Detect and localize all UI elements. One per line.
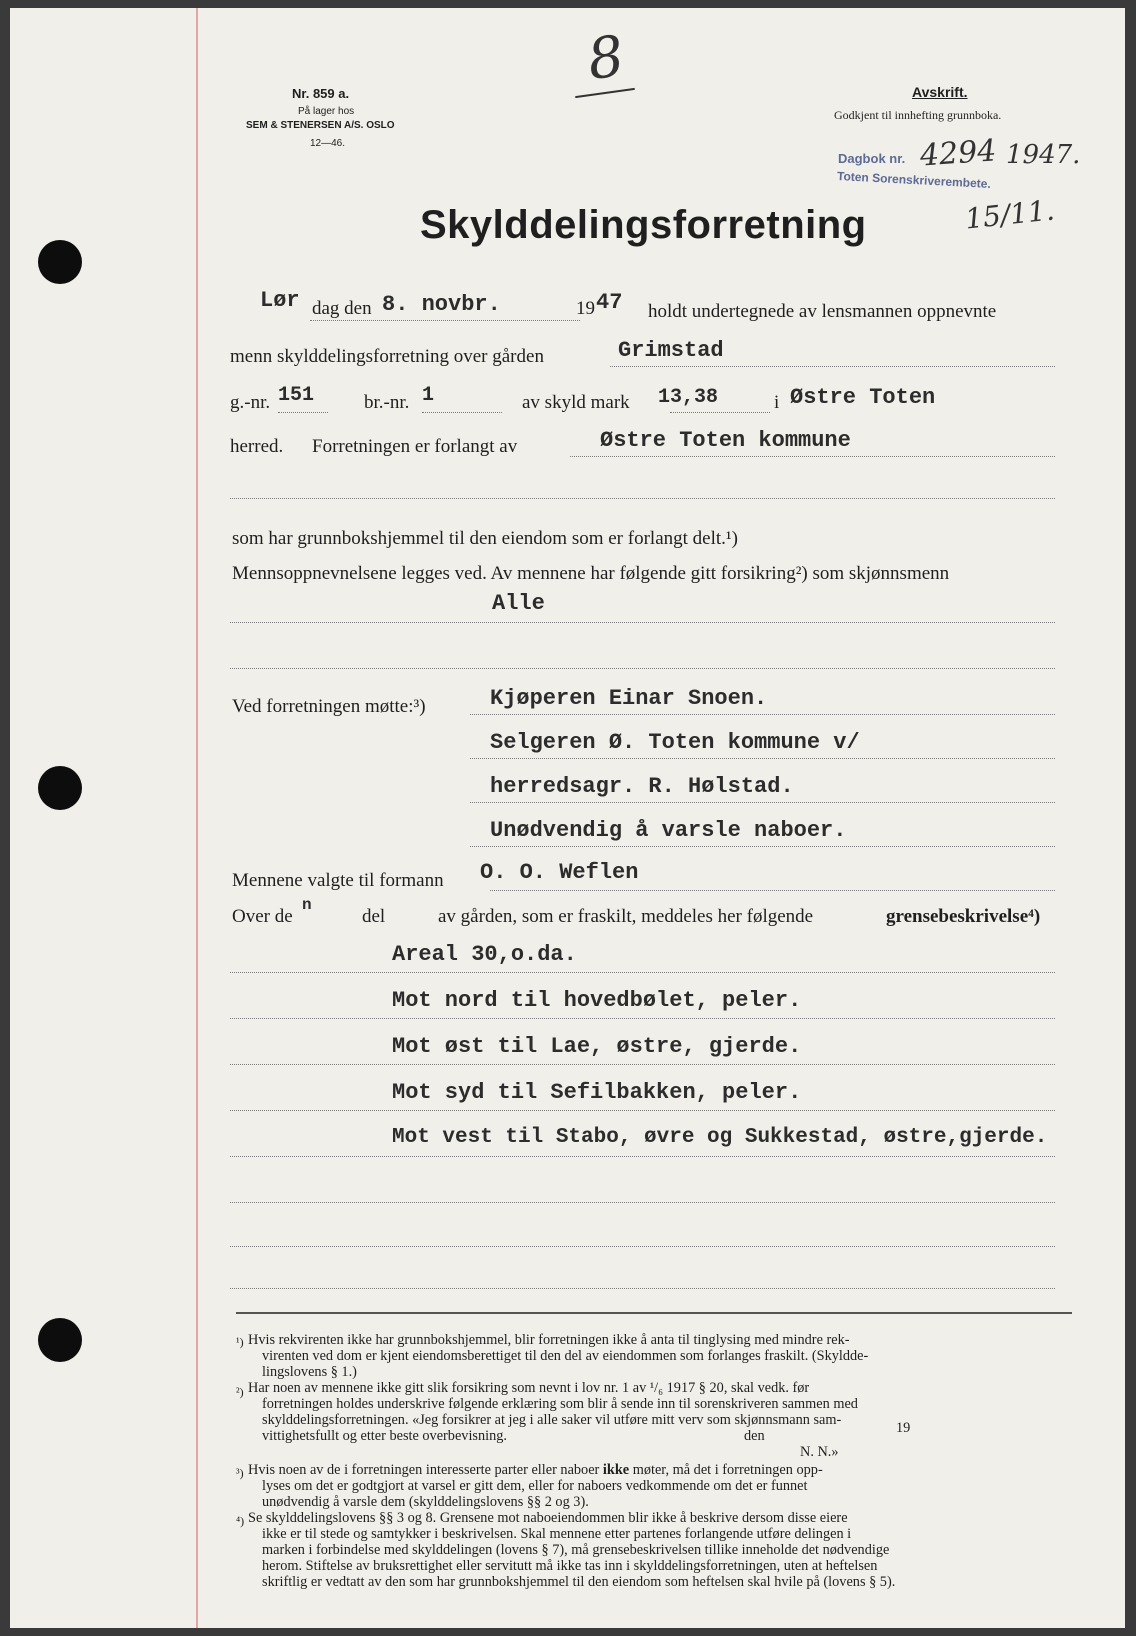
footnote-line: herom. Stiftelse av bruksrettighet eller servitutt må ikke tas inn i skylddelingsforretningen, uten at heftelsen (262, 1558, 878, 1574)
stamp-date: 15/11. (963, 193, 1057, 236)
mennsopp-text: Mennsoppnevnelsene legges ved. Av mennene har følgende gitt forsikring²) som skjønnsmenn (232, 563, 950, 584)
dotted-line (230, 1064, 1055, 1065)
dotted-line (610, 366, 1055, 367)
del-label: del (362, 906, 386, 927)
forsikring-value: Alle (492, 591, 545, 616)
boundary-line: Mot øst til Lae, østre, gjerde. (392, 1034, 802, 1059)
footnote-line: forretningen holdes underskrive følgende erklæring som blir å sende inn til sorenskriveren sammen med (262, 1396, 858, 1412)
footnote-line: vittighetsfullt og etter beste overbevisning. (262, 1428, 507, 1444)
year-prefix: 19 (576, 298, 595, 319)
dotted-line (470, 714, 1055, 715)
dotted-line (422, 412, 502, 413)
punch-hole (38, 766, 82, 810)
day-prefix: Lør (260, 288, 300, 313)
boundary-line: Mot nord til hovedbølet, peler. (392, 988, 802, 1013)
forlangt-label: Forretningen er forlangt av (312, 436, 518, 457)
dagbok-number: 4294 (918, 133, 998, 174)
footnote-line: unødvendig å varsle dem (skylddelingslovens §§ 2 og 3). (262, 1494, 589, 1510)
margin-line (196, 8, 198, 1628)
footnote-line: ikke er til stede og samtykker i beskrivelsen. Skal mennene etter partenes forlangende utføre delingen i (262, 1526, 852, 1542)
footnote-line: marken i forbindelse med skylddelingen (lovens § 7), må grensebeskrivelsen tillike inneholde det nødvendige (262, 1542, 890, 1558)
publisher-line: På lager hos (298, 106, 355, 117)
attendee: Selgeren Ø. Toten kommune v/ (490, 730, 860, 755)
footnote-signature: N. N.» (800, 1444, 839, 1460)
dotted-line (230, 972, 1055, 973)
dotted-line (230, 1156, 1055, 1157)
dotted-line (230, 622, 1055, 623)
dotted-line (278, 412, 328, 413)
punch-hole (38, 1318, 82, 1362)
boundary-line: Mot vest til Stabo, øvre og Sukkestad, østre,gjerde. (392, 1126, 1048, 1149)
footnote-line (248, 1462, 1048, 1478)
footnote-line: Se skylddelingslovens §§ 3 og 8. Grensene mot naboeiendommen blir ikke å beskrive dersom disse eiere (248, 1510, 848, 1526)
formann-label: Mennene valgte til formann (232, 870, 444, 891)
footnote-den: den (744, 1428, 765, 1444)
footnote-mark: ⁴) (236, 1514, 245, 1528)
avskrift-label: Avskrift. (912, 84, 968, 100)
footnote-line: virenten ved dom er kjent eiendomsberettiget til den del av eiendommen som forlanges fraskilt. (Skyldde- (262, 1348, 869, 1364)
dotted-line (470, 758, 1055, 759)
herred-label: herred. (230, 436, 284, 457)
footnote-text: Hvis noen av de i forretningen interesserte parter eller naboer (248, 1462, 600, 1478)
formann-value: O. O. Weflen (480, 860, 639, 885)
dotted-line (470, 802, 1055, 803)
attendee: Kjøperen Einar Snoen. (490, 686, 768, 711)
grense-label: grensebeskrivelse⁴) (886, 906, 1041, 927)
publisher-name: SEM & STENERSEN A/S. OSLO (246, 120, 395, 131)
footnote-line: Har noen av mennene ikke gitt slik forsikring som nevnt i lov nr. 1 av ¹/₆ 1917 § 20, skal vedk. før (248, 1380, 810, 1396)
stamp-office: Toten Sorenskriverembete. (836, 168, 992, 192)
menn-over-text: menn skylddelingsforretning over gården (230, 346, 544, 367)
brnr-value: 1 (422, 384, 435, 407)
footnote-separator (236, 1312, 1072, 1314)
handwritten-page-number: 8 (583, 23, 628, 94)
skyld-value: 13,38 (658, 386, 719, 409)
footnote-line: lingslovens § 1.) (262, 1364, 357, 1380)
footnote-line: skriftlig er vedtatt av den som har grunnbokshjemmel til den eiendom som heftelsen skal hvile på (lovens § 5). (262, 1574, 896, 1590)
dotted-line (310, 320, 580, 321)
holdt-text: holdt undertegnede av lensmannen oppnevnte (648, 301, 997, 322)
footnote-line: skylddelingsforretningen. «Jeg forsikrer at jeg i alle saker vil utføre mitt verv som skjønnsmann sam- (262, 1412, 842, 1428)
footnote-line: Hvis rekvirenten ikke har grunnbokshjemmel, blir forretningen ikke å anta til tinglysing med mindre rek- (248, 1332, 850, 1348)
herred-name: Østre Toten (790, 385, 936, 410)
gnr-value: 151 (278, 384, 315, 407)
dotted-line (230, 1246, 1055, 1247)
stamp-year: 1947. (1006, 140, 1081, 170)
skyld-label: av skyld mark (522, 392, 630, 413)
grunnbok-text: som har grunnbokshjemmel til den eiendom som er forlangt delt.¹) (232, 528, 738, 549)
dotted-line (570, 456, 1055, 457)
requester-value: Østre Toten kommune (600, 428, 851, 453)
i-label: i (774, 392, 780, 413)
footnote-emphasis: ikke (602, 1462, 630, 1478)
attendee: Unødvendig å varsle naboer. (490, 818, 847, 843)
over-superscript: n (302, 896, 312, 914)
dagbok-stamp-label: Dagbok nr. (838, 151, 906, 166)
motte-label: Ved forretningen møtte:³) (232, 696, 426, 717)
footnote-year: 19 (896, 1420, 911, 1436)
over-label: Over de (232, 906, 293, 927)
farm-name: Grimstad (618, 338, 724, 363)
dotted-line (470, 846, 1055, 847)
dotted-line (670, 412, 770, 413)
form-number: Nr. 859 a. (292, 86, 350, 101)
footnote-mark: ³) (236, 1466, 244, 1480)
document-page (10, 8, 1125, 1628)
dotted-line (230, 1288, 1055, 1289)
godkjent-text: Godkjent til innhefting grunnboka. (834, 108, 1002, 122)
dag-den-label: dag den (312, 298, 372, 319)
gnr-label: g.-nr. (230, 392, 271, 413)
dotted-line (230, 1110, 1055, 1111)
boundary-line: Mot syd til Sefilbakken, peler. (392, 1080, 802, 1105)
punch-hole (38, 240, 82, 284)
garden-text: av gården, som er fraskilt, meddeles her følgende (438, 906, 814, 927)
footnote-mark: ²) (236, 1385, 244, 1399)
dotted-line (230, 498, 1055, 499)
document-title: Skylddelingsforretning (420, 203, 867, 247)
attendee: herredsagr. R. Hølstad. (490, 774, 794, 799)
boundary-line: Areal 30,o.da. (392, 942, 577, 967)
footnote-mark: ¹) (236, 1335, 244, 1349)
year-value: 47 (596, 290, 623, 315)
dotted-line (230, 1018, 1055, 1019)
footnote-line: lyses om det er godtgjort at varsel er gitt dem, eller for naboers vedkommende om det er funnet (262, 1478, 808, 1494)
publisher-date: 12—46. (310, 138, 346, 149)
dotted-line (230, 668, 1055, 669)
brnr-label: br.-nr. (364, 392, 410, 413)
date-value: 8. novbr. (382, 292, 501, 317)
footnote-text: møter, må det i forretningen opp- (632, 1462, 823, 1478)
dotted-line (490, 890, 1055, 891)
dotted-line (230, 1202, 1055, 1203)
